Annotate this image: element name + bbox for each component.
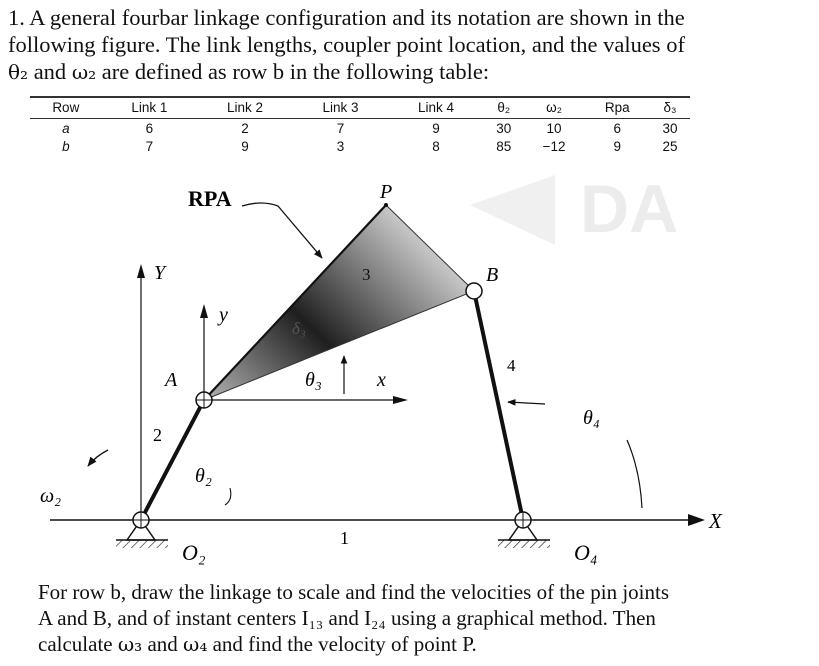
task-line-1: For row b, draw the linkage to scale and find the velocities of the pin joints <box>38 580 670 604</box>
table-row <box>30 119 690 138</box>
statement-line-2: following figure. The link lengths, coupler point location, and the values of <box>8 32 685 57</box>
label-x-axis: X <box>709 509 722 533</box>
rpa-leader-arrow <box>242 203 322 258</box>
label-b: B <box>486 264 499 286</box>
header-link2: Link 2 <box>197 97 293 119</box>
omega2-symbol: ω₂ <box>71 60 97 84</box>
watermark-shape <box>470 175 555 245</box>
task-line-3-start: calculate <box>38 632 118 656</box>
theta2-symbol: θ₂ <box>8 60 29 84</box>
coupler-link-3 <box>204 205 474 400</box>
problem-statement <box>8 4 808 86</box>
x-axis-arrowhead <box>688 514 705 526</box>
label-o2: O₂ <box>182 540 206 565</box>
table-cell: 9 <box>241 139 249 154</box>
omega2-arrow <box>88 450 108 466</box>
statement-line-1: 1. A general fourbar linkage configuration and its notation are shown in the <box>8 5 685 30</box>
table-cell: 9 <box>432 121 440 136</box>
ground-hatch-o4 <box>498 540 550 548</box>
point-p <box>384 203 388 207</box>
label-y-axis: Y <box>154 262 166 284</box>
label-o4: O₄ <box>574 540 598 565</box>
table-cell: 30 <box>662 121 678 136</box>
table-cell: 7 <box>336 121 345 136</box>
header-theta2: θ₂ <box>484 97 524 119</box>
statement-and: and <box>28 59 72 84</box>
statement-line-3-rest: are defined as row b in the following table: <box>96 59 490 84</box>
label-link-2: 2 <box>153 425 162 445</box>
label-rpa <box>188 186 232 211</box>
table-cell: 8 <box>432 139 440 154</box>
omega3-symbol: ω₃ <box>117 632 143 656</box>
label-delta3: δ₃ <box>292 319 306 338</box>
table-cell: 30 <box>496 121 512 136</box>
label-a: A <box>165 369 178 391</box>
local-x-arrowhead <box>393 396 408 404</box>
header-delta3: δ₃ <box>650 97 690 119</box>
table-cell: a <box>62 121 70 136</box>
header-link1: Link 1 <box>102 97 198 119</box>
task-line-3-end: and find the velocity of point P. <box>207 632 477 656</box>
table-cell: −12 <box>542 139 566 154</box>
label-p: P <box>380 181 393 203</box>
table-cell: 6 <box>145 121 154 136</box>
table-cell: 85 <box>496 139 512 154</box>
header-rpa: Rpa <box>584 97 650 119</box>
table-row <box>30 137 690 155</box>
task-line-2: A and B, and of instant centers I₁₃ and I₂₄ using a graphical method. Then <box>38 606 656 630</box>
pin-b <box>466 283 482 299</box>
label-link-3: 3 <box>362 265 371 284</box>
label-rpa-text: RPA <box>188 186 232 211</box>
y-axis-arrowhead <box>137 264 145 278</box>
theta4-arc <box>627 440 642 508</box>
table-cell: 9 <box>613 139 622 154</box>
local-y-arrowhead <box>200 304 208 318</box>
header-link4: Link 4 <box>388 97 484 119</box>
rocker-link-4 <box>474 291 523 520</box>
table-cell: 3 <box>336 139 345 154</box>
label-link-4: 4 <box>507 356 516 375</box>
crank-link-2 <box>141 400 204 520</box>
label-link-1: 1 <box>340 528 349 548</box>
table-cell: 2 <box>241 121 249 136</box>
header-link3: Link 3 <box>293 97 389 119</box>
table-header-row <box>30 97 690 119</box>
theta4-arrow <box>508 402 545 404</box>
theta2-arc <box>225 488 231 505</box>
statement-line-3 <box>8 58 808 86</box>
table-cell: b <box>62 139 70 154</box>
linkage-data-table <box>30 96 690 155</box>
watermark-text: DA <box>580 175 679 247</box>
task-line-3 <box>38 631 808 657</box>
table-cell: 6 <box>613 121 622 136</box>
label-omega2: ω₂ <box>40 485 62 507</box>
label-theta3: θ₃ <box>305 369 322 391</box>
header-omega2: ω₂ <box>524 97 585 119</box>
fourbar-linkage-figure <box>0 175 819 575</box>
table-cell: 7 <box>145 139 154 154</box>
table-cell: 10 <box>546 121 562 136</box>
header-row: Row <box>30 97 102 119</box>
ground-hatch-o2 <box>116 540 168 548</box>
task-and: and <box>142 632 184 656</box>
label-local-x: x <box>377 369 386 391</box>
label-local-y: y <box>219 304 228 326</box>
task-statement <box>38 579 808 657</box>
label-theta4: θ₄ <box>583 407 600 429</box>
label-theta2: θ₂ <box>195 465 212 487</box>
omega4-symbol: ω₄ <box>183 632 208 656</box>
table-cell: 25 <box>662 139 678 154</box>
